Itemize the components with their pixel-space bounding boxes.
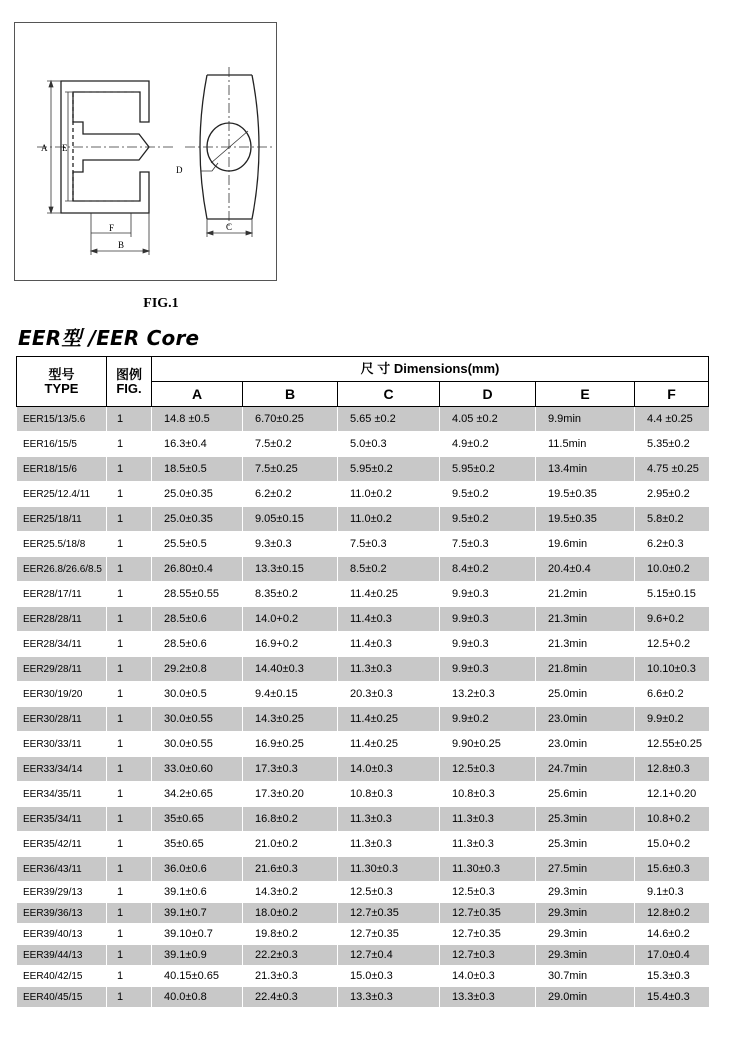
dim-cell-e: 21.2min [536,582,635,607]
dim-cell-e: 29.0min [536,987,635,1008]
dim-cell-f: 6.2±0.3 [635,532,709,557]
fig-cell: 1 [107,682,152,707]
dim-cell-f: 9.6+0.2 [635,607,709,632]
type-cell: EER15/13/5.6 [17,407,107,432]
fig-header [107,357,152,407]
dim-cell-c: 15.0±0.3 [338,966,440,987]
dim-cell-a: 26.80±0.4 [152,557,243,582]
dim-cell-d: 9.9±0.3 [440,582,536,607]
fig-header-zh: 图例 [115,366,142,382]
type-cell: EER30/19/20 [17,682,107,707]
dim-cell-b: 18.0±0.2 [243,903,338,924]
fig-header-en: FIG. [116,380,142,396]
table-row [17,507,709,532]
dim-cell-b: 8.35±0.2 [243,582,338,607]
dim-cell-e: 24.7min [536,757,635,782]
dim-cell-e: 29.3min [536,945,635,966]
dim-cell-a: 39.1±0.9 [152,945,243,966]
dim-cell-f: 15.0+0.2 [635,832,709,857]
table-row [17,582,709,607]
dim-cell-e: 23.0min [536,707,635,732]
table-body [17,407,709,1008]
section-title: EER型 /EER Core [18,326,200,350]
type-cell: EER39/40/13 [17,924,107,945]
fig-cell: 1 [107,945,152,966]
dim-cell-b: 13.3±0.15 [243,557,338,582]
dim-label-b: B [118,240,125,250]
type-cell: EER25.5/18/8 [17,532,107,557]
dim-cell-d: 9.9±0.3 [440,657,536,682]
dim-cell-b: 22.2±0.3 [243,945,338,966]
dim-cell-f: 9.1±0.3 [635,882,709,903]
dim-cell-f: 15.6±0.3 [635,857,709,882]
dim-cell-c: 11.30±0.3 [338,857,440,882]
dim-cell-d: 9.9±0.2 [440,707,536,732]
dim-cell-a: 35±0.65 [152,807,243,832]
table-row [17,707,709,732]
type-cell: EER35/34/11 [17,807,107,832]
dim-cell-c: 12.5±0.3 [338,882,440,903]
dim-cell-a: 40.0±0.8 [152,987,243,1008]
dim-cell-e: 21.3min [536,632,635,657]
table-row [17,432,709,457]
type-cell: EER28/17/11 [17,582,107,607]
eer-core-drawing [15,23,276,280]
dim-cell-d: 14.0±0.3 [440,966,536,987]
dim-cell-e: 21.8min [536,657,635,682]
dim-cell-d: 12.7±0.35 [440,903,536,924]
table-row [17,832,709,857]
dim-cell-b: 6.2±0.2 [243,482,338,507]
dim-cell-a: 30.0±0.55 [152,707,243,732]
dim-cell-a: 14.8 ±0.5 [152,407,243,432]
fig-cell: 1 [107,582,152,607]
dim-cell-d: 12.7±0.35 [440,924,536,945]
table-row [17,924,709,945]
dim-cell-a: 39.1±0.6 [152,882,243,903]
dim-cell-d: 12.5±0.3 [440,757,536,782]
dim-cell-d: 9.9±0.3 [440,607,536,632]
table-row [17,857,709,882]
type-cell: EER16/15/5 [17,432,107,457]
type-header-zh: 型号 [48,366,75,382]
dimensions-header: 尺 寸 Dimensions(mm) [152,357,709,382]
dim-cell-e: 21.3min [536,607,635,632]
dim-cell-b: 21.3±0.3 [243,966,338,987]
fig-cell: 1 [107,807,152,832]
dim-cell-f: 5.15±0.15 [635,582,709,607]
fig-cell: 1 [107,482,152,507]
fig-cell: 1 [107,882,152,903]
dim-cell-d: 9.5±0.2 [440,482,536,507]
table-row [17,532,709,557]
core-figure [14,22,277,281]
dim-cell-e: 25.3min [536,832,635,857]
dim-cell-e: 25.3min [536,807,635,832]
type-cell: EER30/33/11 [17,732,107,757]
table-row [17,903,709,924]
fig-cell: 1 [107,966,152,987]
dim-cell-d: 9.9±0.3 [440,632,536,657]
dim-cell-c: 11.4±0.25 [338,707,440,732]
dim-cell-a: 30.0±0.55 [152,732,243,757]
dim-cell-e: 27.5min [536,857,635,882]
dim-cell-a: 30.0±0.5 [152,682,243,707]
dim-cell-c: 11.3±0.3 [338,657,440,682]
dim-cell-b: 14.3±0.25 [243,707,338,732]
dim-cell-a: 25.5±0.5 [152,532,243,557]
table-row [17,732,709,757]
dim-cell-b: 6.70±0.25 [243,407,338,432]
dim-cell-d: 7.5±0.3 [440,532,536,557]
fig-cell: 1 [107,407,152,432]
fig-cell: 1 [107,532,152,557]
dim-cell-f: 17.0±0.4 [635,945,709,966]
fig-cell: 1 [107,707,152,732]
table-row [17,757,709,782]
type-cell: EER18/15/6 [17,457,107,482]
dim-cell-e: 19.5±0.35 [536,482,635,507]
dim-cell-d: 11.3±0.3 [440,832,536,857]
dim-cell-d: 13.2±0.3 [440,682,536,707]
dim-cell-c: 11.4±0.25 [338,732,440,757]
dim-cell-b: 21.0±0.2 [243,832,338,857]
dim-cell-f: 10.0±0.2 [635,557,709,582]
dim-cell-f: 5.35±0.2 [635,432,709,457]
dim-cell-f: 12.8±0.3 [635,757,709,782]
dim-cell-c: 12.7±0.35 [338,924,440,945]
type-cell: EER36/43/11 [17,857,107,882]
dim-cell-b: 14.3±0.2 [243,882,338,903]
column-header-a: A [152,382,243,407]
dim-cell-a: 39.1±0.7 [152,903,243,924]
dim-cell-d: 5.95±0.2 [440,457,536,482]
fig-cell: 1 [107,432,152,457]
dim-cell-c: 12.7±0.35 [338,903,440,924]
table-row [17,457,709,482]
type-cell: EER40/42/15 [17,966,107,987]
fig-cell: 1 [107,924,152,945]
dim-label-d: D [176,165,183,175]
dim-cell-f: 5.8±0.2 [635,507,709,532]
fig-cell: 1 [107,607,152,632]
dim-cell-e: 29.3min [536,903,635,924]
table-row [17,557,709,582]
dim-cell-b: 17.3±0.3 [243,757,338,782]
dim-cell-c: 11.4±0.3 [338,607,440,632]
table-row [17,407,709,432]
dim-cell-f: 10.10±0.3 [635,657,709,682]
dim-cell-c: 11.4±0.25 [338,582,440,607]
type-cell: EER35/42/11 [17,832,107,857]
fig-cell: 1 [107,507,152,532]
dim-cell-d: 13.3±0.3 [440,987,536,1008]
type-header-en: TYPE [44,380,79,396]
type-cell: EER30/28/11 [17,707,107,732]
figure-caption: FIG.1 [143,296,179,311]
type-cell: EER29/28/11 [17,657,107,682]
type-cell: EER34/35/11 [17,782,107,807]
dim-label-f: F [109,223,115,233]
dim-cell-d: 9.5±0.2 [440,507,536,532]
dim-cell-e: 11.5min [536,432,635,457]
dim-cell-b: 9.3±0.3 [243,532,338,557]
dim-cell-f: 12.55±0.25 [635,732,709,757]
dim-cell-a: 28.5±0.6 [152,632,243,657]
dim-cell-e: 19.5±0.35 [536,507,635,532]
dim-cell-c: 5.65 ±0.2 [338,407,440,432]
table-row [17,632,709,657]
dim-cell-a: 29.2±0.8 [152,657,243,682]
dim-cell-c: 11.0±0.2 [338,507,440,532]
dim-cell-c: 5.0±0.3 [338,432,440,457]
fig-cell: 1 [107,632,152,657]
fig-cell: 1 [107,782,152,807]
dim-cell-a: 25.0±0.35 [152,482,243,507]
fig-cell: 1 [107,987,152,1008]
dim-cell-f: 10.8+0.2 [635,807,709,832]
table-row [17,782,709,807]
dim-cell-e: 30.7min [536,966,635,987]
dim-cell-c: 10.8±0.3 [338,782,440,807]
dim-cell-c: 11.4±0.3 [338,632,440,657]
dim-cell-e: 29.3min [536,882,635,903]
dim-cell-c: 11.3±0.3 [338,832,440,857]
dim-cell-b: 16.9±0.25 [243,732,338,757]
fig-cell: 1 [107,557,152,582]
dim-label-c: C [226,222,233,232]
dim-cell-c: 11.0±0.2 [338,482,440,507]
column-header-c: C [338,382,440,407]
dim-cell-b: 17.3±0.20 [243,782,338,807]
dim-cell-b: 21.6±0.3 [243,857,338,882]
dim-cell-f: 12.1+0.20 [635,782,709,807]
dim-cell-e: 25.0min [536,682,635,707]
dim-cell-a: 39.10±0.7 [152,924,243,945]
fig-cell: 1 [107,732,152,757]
dim-cell-a: 25.0±0.35 [152,507,243,532]
table-row [17,945,709,966]
dim-cell-a: 16.3±0.4 [152,432,243,457]
dim-cell-a: 28.55±0.55 [152,582,243,607]
dim-cell-a: 28.5±0.6 [152,607,243,632]
dim-cell-b: 16.8±0.2 [243,807,338,832]
dim-cell-f: 6.6±0.2 [635,682,709,707]
dim-cell-c: 8.5±0.2 [338,557,440,582]
dim-cell-b: 14.0+0.2 [243,607,338,632]
dim-cell-c: 7.5±0.3 [338,532,440,557]
dim-cell-e: 23.0min [536,732,635,757]
fig-cell: 1 [107,457,152,482]
dim-cell-c: 5.95±0.2 [338,457,440,482]
dim-cell-f: 2.95±0.2 [635,482,709,507]
dim-cell-d: 12.5±0.3 [440,882,536,903]
dim-cell-e: 25.6min [536,782,635,807]
type-cell: EER33/34/14 [17,757,107,782]
dim-cell-e: 20.4±0.4 [536,557,635,582]
table-row [17,987,709,1008]
dim-label-e: E [62,143,68,153]
type-cell: EER39/29/13 [17,882,107,903]
dim-cell-c: 11.3±0.3 [338,807,440,832]
fig-cell: 1 [107,757,152,782]
dim-cell-e: 13.4min [536,457,635,482]
dim-cell-f: 15.4±0.3 [635,987,709,1008]
table-row [17,882,709,903]
dim-cell-b: 16.9+0.2 [243,632,338,657]
dim-cell-d: 9.90±0.25 [440,732,536,757]
dim-cell-f: 4.75 ±0.25 [635,457,709,482]
dim-label-a: A [41,143,48,153]
dim-cell-b: 14.40±0.3 [243,657,338,682]
type-cell: EER25/18/11 [17,507,107,532]
dim-cell-c: 13.3±0.3 [338,987,440,1008]
dim-cell-a: 40.15±0.65 [152,966,243,987]
type-cell: EER26.8/26.6/8.5 [17,557,107,582]
column-header-d: D [440,382,536,407]
table-row [17,657,709,682]
type-header [17,357,107,407]
type-cell: EER40/45/15 [17,987,107,1008]
type-cell: EER39/44/13 [17,945,107,966]
table-row [17,607,709,632]
dim-cell-f: 14.6±0.2 [635,924,709,945]
table-row [17,807,709,832]
dim-cell-f: 15.3±0.3 [635,966,709,987]
dim-cell-f: 9.9±0.2 [635,707,709,732]
dim-cell-f: 12.8±0.2 [635,903,709,924]
fig-cell: 1 [107,903,152,924]
fig-cell: 1 [107,657,152,682]
table-row [17,682,709,707]
dim-cell-a: 35±0.65 [152,832,243,857]
dim-cell-c: 20.3±0.3 [338,682,440,707]
fig-cell: 1 [107,857,152,882]
dim-cell-d: 11.3±0.3 [440,807,536,832]
column-header-b: B [243,382,338,407]
dim-cell-d: 12.7±0.3 [440,945,536,966]
dim-cell-b: 7.5±0.25 [243,457,338,482]
table-row [17,482,709,507]
dim-cell-e: 29.3min [536,924,635,945]
table-row [17,966,709,987]
column-header-e: E [536,382,635,407]
dim-cell-f: 4.4 ±0.25 [635,407,709,432]
dimensions-table [16,356,709,1008]
column-header-f: F [635,382,709,407]
type-cell: EER28/34/11 [17,632,107,657]
dim-cell-a: 33.0±0.60 [152,757,243,782]
fig-cell: 1 [107,832,152,857]
type-cell: EER28/28/11 [17,607,107,632]
dim-cell-d: 4.05 ±0.2 [440,407,536,432]
dim-cell-a: 34.2±0.65 [152,782,243,807]
dim-cell-b: 9.4±0.15 [243,682,338,707]
dim-cell-b: 19.8±0.2 [243,924,338,945]
dim-cell-d: 10.8±0.3 [440,782,536,807]
dim-cell-e: 19.6min [536,532,635,557]
dim-cell-c: 14.0±0.3 [338,757,440,782]
dim-cell-e: 9.9min [536,407,635,432]
dim-cell-d: 11.30±0.3 [440,857,536,882]
dim-cell-a: 36.0±0.6 [152,857,243,882]
dim-cell-d: 4.9±0.2 [440,432,536,457]
dim-cell-f: 12.5+0.2 [635,632,709,657]
dim-cell-b: 7.5±0.2 [243,432,338,457]
type-cell: EER39/36/13 [17,903,107,924]
dim-cell-b: 22.4±0.3 [243,987,338,1008]
dim-cell-a: 18.5±0.5 [152,457,243,482]
type-cell: EER25/12.4/11 [17,482,107,507]
dim-cell-c: 12.7±0.4 [338,945,440,966]
dim-cell-b: 9.05±0.15 [243,507,338,532]
dim-cell-d: 8.4±0.2 [440,557,536,582]
